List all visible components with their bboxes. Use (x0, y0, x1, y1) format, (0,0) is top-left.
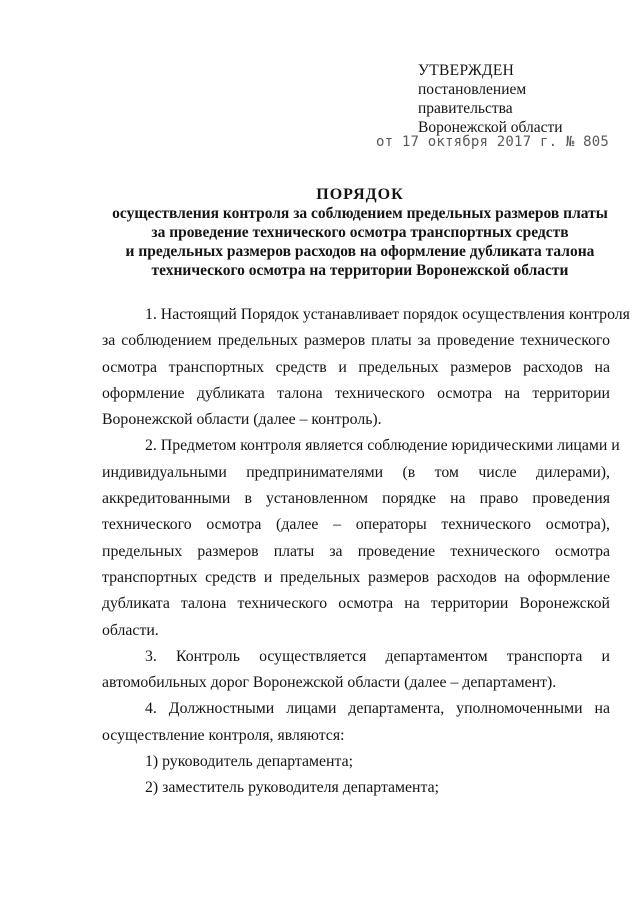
text-line: 1. Настоящий Порядок устанавливает порядок осуществления контроля (145, 306, 630, 323)
document-body (102, 302, 630, 802)
title-main: ПОРЯДОК (316, 186, 404, 203)
text-line: 1) руководитель департамента; (145, 753, 353, 771)
text-line: осмотра транспортных средств и предельных размеров расходов на (102, 358, 610, 376)
text-line: за соблюдением предельных размеров платы за проведение технического (102, 332, 610, 350)
text-line: предельных размеров платы за проведение технического осмотра (102, 542, 610, 560)
title-line: технического осмотра на территории Воронежской области (151, 262, 569, 279)
text-line: осуществление контроля, являются: (102, 726, 345, 744)
approval-line: правительства (418, 100, 513, 117)
text-line: области. (102, 621, 159, 639)
paragraph-1 (102, 302, 630, 433)
text-line: технического осмотра (далее – операторы технического осмотра), (102, 516, 610, 534)
paragraph-4 (102, 696, 610, 749)
paragraph-3 (102, 644, 610, 697)
text-line: аккредитованными в установленном порядке на право проведения (102, 490, 610, 508)
approval-date-stamp: от 17 октября 2017 г. № 805 (376, 134, 609, 150)
approval-head: УТВЕРЖДЕН (418, 62, 515, 79)
title-line: за проведение технического осмотра транспортных средств (151, 224, 569, 241)
title-line: осуществления контроля за соблюдением предельных размеров платы (112, 205, 608, 222)
document-title (90, 185, 630, 280)
text-line: 4. Должностными лицами департамента, уполномоченными на (145, 700, 610, 718)
text-line: индивидуальными предпринимателями (в том числе дилерами), (102, 463, 610, 481)
approval-line: постановлением (418, 81, 527, 98)
list-item-2 (102, 775, 610, 801)
approval-block (418, 61, 563, 137)
text-line: дубликата талона технического осмотра на территории Воронежской (102, 595, 610, 613)
text-line: 2) заместитель руководителя департамента; (145, 779, 440, 797)
text-line: транспортных средств и предельных размеров расходов на оформление (102, 568, 610, 586)
text-line: 2. Предметом контроля является соблюдение юридическими лицами и (145, 437, 620, 455)
text-line: 3. Контроль осуществляется департаментом транспорта и (145, 647, 610, 665)
title-line: и предельных размеров расходов на оформление дубликата талона (125, 243, 595, 260)
text-line: Воронежской области (далее – контроль). (102, 411, 382, 429)
paragraph-2 (102, 433, 620, 643)
text-line: автомобильных дорог Воронежской области (далее – департамент). (102, 674, 557, 692)
list-item-1 (102, 749, 610, 775)
approval-line: Воронежской области (418, 119, 563, 136)
text-line: оформление дубликата талона технического осмотра на территории (102, 384, 610, 402)
